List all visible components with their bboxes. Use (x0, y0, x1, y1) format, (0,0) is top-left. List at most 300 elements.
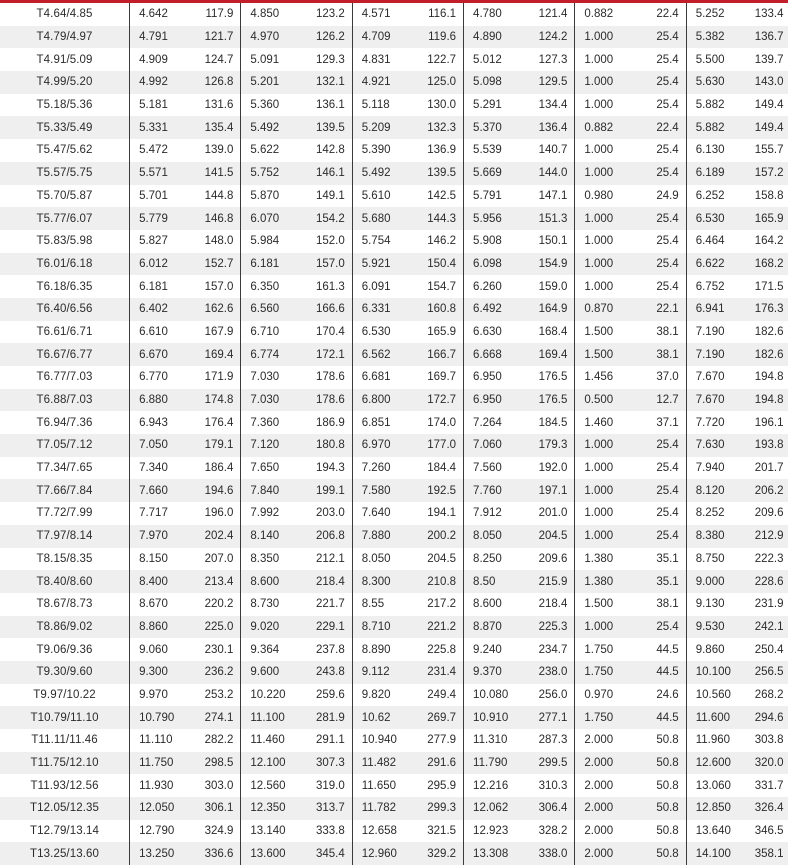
size-cell: T4.91/5.09 (0, 48, 130, 71)
col1-inch-cell: 6.880 (130, 389, 185, 412)
col2-mm-cell: 206.8 (296, 525, 353, 548)
col5-mm-cell: 25.4 (630, 616, 687, 639)
col2-inch-cell: 5.622 (241, 139, 296, 162)
table-row (0, 185, 788, 208)
col6-mm-cell: 158.8 (743, 185, 788, 208)
col1-mm-cell: 169.4 (184, 343, 241, 366)
col4-mm-cell: 176.5 (518, 389, 575, 412)
size-cell: T7.97/8.14 (0, 525, 130, 548)
col5-inch-cell: 0.500 (575, 389, 630, 412)
col4-inch-cell: 6.950 (464, 389, 519, 412)
col2-mm-cell: 199.1 (296, 479, 353, 502)
table-row (0, 548, 788, 571)
col6-inch-cell: 6.130 (686, 139, 743, 162)
col6-inch-cell: 6.752 (686, 275, 743, 298)
col6-mm-cell: 294.6 (743, 706, 788, 729)
col3-inch-cell: 12.960 (352, 842, 407, 865)
col6-mm-cell: 209.6 (743, 502, 788, 525)
col2-inch-cell: 11.100 (241, 706, 296, 729)
col1-inch-cell: 8.670 (130, 593, 185, 616)
col5-mm-cell: 25.4 (630, 525, 687, 548)
size-cell: T9.30/9.60 (0, 661, 130, 684)
col2-mm-cell: 333.8 (296, 820, 353, 843)
size-cell: T7.66/7.84 (0, 479, 130, 502)
col4-inch-cell: 5.539 (464, 139, 519, 162)
col3-mm-cell: 139.5 (407, 162, 464, 185)
col1-inch-cell: 5.571 (130, 162, 185, 185)
col6-inch-cell: 6.189 (686, 162, 743, 185)
col3-inch-cell: 4.831 (352, 48, 407, 71)
col3-mm-cell: 119.6 (407, 26, 464, 49)
col5-mm-cell: 25.4 (630, 434, 687, 457)
col6-mm-cell: 212.9 (743, 525, 788, 548)
col3-inch-cell: 5.921 (352, 253, 407, 276)
col2-inch-cell: 4.970 (241, 26, 296, 49)
col2-mm-cell: 178.6 (296, 389, 353, 412)
col3-mm-cell: 130.0 (407, 94, 464, 117)
size-cell: T8.67/8.73 (0, 593, 130, 616)
col4-inch-cell: 4.780 (464, 3, 519, 26)
col2-mm-cell: 221.7 (296, 593, 353, 616)
col2-inch-cell: 5.201 (241, 71, 296, 94)
col6-inch-cell: 8.750 (686, 548, 743, 571)
table-row (0, 797, 788, 820)
col6-mm-cell: 155.7 (743, 139, 788, 162)
col3-inch-cell: 11.782 (352, 797, 407, 820)
col6-mm-cell: 133.4 (743, 3, 788, 26)
col2-mm-cell: 307.3 (296, 752, 353, 775)
size-cell: T8.40/8.60 (0, 570, 130, 593)
col1-mm-cell: 236.2 (184, 661, 241, 684)
col4-mm-cell: 306.4 (518, 797, 575, 820)
col3-inch-cell: 7.640 (352, 502, 407, 525)
col2-mm-cell: 161.3 (296, 275, 353, 298)
col6-inch-cell: 11.960 (686, 729, 743, 752)
col6-inch-cell: 8.252 (686, 502, 743, 525)
col3-mm-cell: 160.8 (407, 298, 464, 321)
col1-mm-cell: 139.0 (184, 139, 241, 162)
size-cell: T6.61/6.71 (0, 321, 130, 344)
col4-mm-cell: 184.5 (518, 411, 575, 434)
col1-inch-cell: 6.610 (130, 321, 185, 344)
col4-mm-cell: 209.6 (518, 548, 575, 571)
col4-mm-cell: 154.9 (518, 253, 575, 276)
table-row (0, 389, 788, 412)
col2-inch-cell: 6.560 (241, 298, 296, 321)
col2-mm-cell: 194.3 (296, 457, 353, 480)
col1-mm-cell: 196.0 (184, 502, 241, 525)
col1-mm-cell: 167.9 (184, 321, 241, 344)
col2-mm-cell: 157.0 (296, 253, 353, 276)
size-cell: T6.94/7.36 (0, 411, 130, 434)
col6-inch-cell: 7.190 (686, 343, 743, 366)
col6-inch-cell: 13.060 (686, 774, 743, 797)
col6-mm-cell: 346.5 (743, 820, 788, 843)
col2-mm-cell: 212.1 (296, 548, 353, 571)
col5-inch-cell: 0.882 (575, 116, 630, 139)
col3-inch-cell: 7.880 (352, 525, 407, 548)
col2-mm-cell: 172.1 (296, 343, 353, 366)
col5-inch-cell: 1.750 (575, 638, 630, 661)
col3-inch-cell: 5.390 (352, 139, 407, 162)
table-row (0, 343, 788, 366)
table-row (0, 366, 788, 389)
col2-inch-cell: 7.120 (241, 434, 296, 457)
col5-inch-cell: 1.000 (575, 479, 630, 502)
table-row (0, 593, 788, 616)
col3-mm-cell: 231.4 (407, 661, 464, 684)
col4-inch-cell: 5.098 (464, 71, 519, 94)
table-row (0, 94, 788, 117)
col1-mm-cell: 126.8 (184, 71, 241, 94)
col3-inch-cell: 6.562 (352, 343, 407, 366)
col2-inch-cell: 12.100 (241, 752, 296, 775)
col3-mm-cell: 132.3 (407, 116, 464, 139)
size-cell: T7.05/7.12 (0, 434, 130, 457)
col3-inch-cell: 5.680 (352, 207, 407, 230)
col5-mm-cell: 22.4 (630, 116, 687, 139)
col2-inch-cell: 12.350 (241, 797, 296, 820)
col6-inch-cell: 10.560 (686, 684, 743, 707)
col2-inch-cell: 9.020 (241, 616, 296, 639)
col4-mm-cell: 121.4 (518, 3, 575, 26)
col3-mm-cell: 172.7 (407, 389, 464, 412)
col6-inch-cell: 6.530 (686, 207, 743, 230)
col4-mm-cell: 310.3 (518, 774, 575, 797)
col3-inch-cell: 6.800 (352, 389, 407, 412)
table-row (0, 48, 788, 71)
col4-mm-cell: 204.5 (518, 525, 575, 548)
col5-inch-cell: 2.000 (575, 752, 630, 775)
col2-inch-cell: 5.091 (241, 48, 296, 71)
col1-inch-cell: 7.970 (130, 525, 185, 548)
col6-inch-cell: 5.630 (686, 71, 743, 94)
table-row (0, 774, 788, 797)
col5-mm-cell: 25.4 (630, 502, 687, 525)
col4-mm-cell: 169.4 (518, 343, 575, 366)
col3-mm-cell: 277.9 (407, 729, 464, 752)
col6-mm-cell: 228.6 (743, 570, 788, 593)
col6-mm-cell: 164.2 (743, 230, 788, 253)
col4-inch-cell: 8.250 (464, 548, 519, 571)
col3-mm-cell: 217.2 (407, 593, 464, 616)
col5-mm-cell: 25.4 (630, 162, 687, 185)
col2-inch-cell: 11.460 (241, 729, 296, 752)
col1-mm-cell: 117.9 (184, 3, 241, 26)
size-cell: T8.15/8.35 (0, 548, 130, 571)
col6-mm-cell: 196.1 (743, 411, 788, 434)
col2-mm-cell: 186.9 (296, 411, 353, 434)
col6-mm-cell: 171.5 (743, 275, 788, 298)
col3-mm-cell: 210.8 (407, 570, 464, 593)
col5-inch-cell: 1.500 (575, 343, 630, 366)
size-cell: T5.83/5.98 (0, 230, 130, 253)
col1-inch-cell: 7.717 (130, 502, 185, 525)
table-row (0, 116, 788, 139)
col1-inch-cell: 8.860 (130, 616, 185, 639)
col6-mm-cell: 193.8 (743, 434, 788, 457)
col4-inch-cell: 11.790 (464, 752, 519, 775)
table-row (0, 230, 788, 253)
table-row (0, 616, 788, 639)
col3-mm-cell: 299.3 (407, 797, 464, 820)
col6-inch-cell: 5.882 (686, 116, 743, 139)
col4-inch-cell: 8.50 (464, 570, 519, 593)
col4-inch-cell: 9.240 (464, 638, 519, 661)
col5-mm-cell: 50.8 (630, 820, 687, 843)
col1-inch-cell: 9.970 (130, 684, 185, 707)
col5-mm-cell: 22.1 (630, 298, 687, 321)
col3-mm-cell: 142.5 (407, 185, 464, 208)
col4-mm-cell: 151.3 (518, 207, 575, 230)
col6-inch-cell: 7.940 (686, 457, 743, 480)
col3-mm-cell: 192.5 (407, 479, 464, 502)
col2-inch-cell: 13.140 (241, 820, 296, 843)
col2-inch-cell: 7.030 (241, 389, 296, 412)
col6-inch-cell: 10.100 (686, 661, 743, 684)
size-cell: T4.99/5.20 (0, 71, 130, 94)
col1-inch-cell: 5.779 (130, 207, 185, 230)
col1-inch-cell: 8.400 (130, 570, 185, 593)
col5-inch-cell: 0.980 (575, 185, 630, 208)
col6-mm-cell: 168.2 (743, 253, 788, 276)
col4-inch-cell: 6.950 (464, 366, 519, 389)
col4-mm-cell: 338.0 (518, 842, 575, 865)
col2-mm-cell: 136.1 (296, 94, 353, 117)
col4-mm-cell: 192.0 (518, 457, 575, 480)
col4-inch-cell: 7.560 (464, 457, 519, 480)
col3-inch-cell: 10.940 (352, 729, 407, 752)
col5-inch-cell: 1.000 (575, 434, 630, 457)
col3-inch-cell: 8.300 (352, 570, 407, 593)
col3-inch-cell: 8.55 (352, 593, 407, 616)
col4-mm-cell: 136.4 (518, 116, 575, 139)
col4-mm-cell: 197.1 (518, 479, 575, 502)
col5-inch-cell: 1.380 (575, 548, 630, 571)
col3-inch-cell: 6.331 (352, 298, 407, 321)
col4-inch-cell: 5.791 (464, 185, 519, 208)
col6-mm-cell: 194.8 (743, 366, 788, 389)
col4-inch-cell: 12.216 (464, 774, 519, 797)
col1-inch-cell: 4.791 (130, 26, 185, 49)
col1-inch-cell: 11.930 (130, 774, 185, 797)
col6-mm-cell: 331.7 (743, 774, 788, 797)
col1-mm-cell: 202.4 (184, 525, 241, 548)
col6-mm-cell: 256.5 (743, 661, 788, 684)
col3-mm-cell: 169.7 (407, 366, 464, 389)
col4-mm-cell: 234.7 (518, 638, 575, 661)
col4-mm-cell: 215.9 (518, 570, 575, 593)
col6-mm-cell: 242.1 (743, 616, 788, 639)
col6-inch-cell: 12.600 (686, 752, 743, 775)
col3-mm-cell: 136.9 (407, 139, 464, 162)
col1-mm-cell: 186.4 (184, 457, 241, 480)
col6-inch-cell: 9.000 (686, 570, 743, 593)
col2-inch-cell: 6.774 (241, 343, 296, 366)
col2-mm-cell: 142.8 (296, 139, 353, 162)
col2-inch-cell: 7.992 (241, 502, 296, 525)
col4-inch-cell: 5.370 (464, 116, 519, 139)
col1-mm-cell: 194.6 (184, 479, 241, 502)
col5-mm-cell: 50.8 (630, 752, 687, 775)
col3-inch-cell: 5.118 (352, 94, 407, 117)
size-cell: T6.40/6.56 (0, 298, 130, 321)
col4-mm-cell: 287.3 (518, 729, 575, 752)
col1-mm-cell: 207.0 (184, 548, 241, 571)
col1-inch-cell: 6.770 (130, 366, 185, 389)
col2-inch-cell: 13.600 (241, 842, 296, 865)
col2-mm-cell: 146.1 (296, 162, 353, 185)
col5-inch-cell: 1.460 (575, 411, 630, 434)
col3-inch-cell: 9.112 (352, 661, 407, 684)
col1-mm-cell: 157.0 (184, 275, 241, 298)
col5-inch-cell: 1.500 (575, 321, 630, 344)
col4-inch-cell: 7.912 (464, 502, 519, 525)
col1-inch-cell: 7.340 (130, 457, 185, 480)
size-cell: T10.79/11.10 (0, 706, 130, 729)
col5-inch-cell: 1.750 (575, 661, 630, 684)
col4-mm-cell: 134.4 (518, 94, 575, 117)
col6-mm-cell: 358.1 (743, 842, 788, 865)
col4-mm-cell: 144.0 (518, 162, 575, 185)
col3-inch-cell: 8.710 (352, 616, 407, 639)
col1-inch-cell: 11.110 (130, 729, 185, 752)
col4-inch-cell: 8.050 (464, 525, 519, 548)
col6-mm-cell: 268.2 (743, 684, 788, 707)
col3-inch-cell: 8.050 (352, 548, 407, 571)
table-row (0, 638, 788, 661)
table-row (0, 434, 788, 457)
size-cell: T4.64/4.85 (0, 3, 130, 26)
col3-inch-cell: 6.091 (352, 275, 407, 298)
col2-inch-cell: 7.650 (241, 457, 296, 480)
col3-mm-cell: 249.4 (407, 684, 464, 707)
size-cell: T9.97/10.22 (0, 684, 130, 707)
col1-mm-cell: 303.0 (184, 774, 241, 797)
col6-mm-cell: 206.2 (743, 479, 788, 502)
col1-inch-cell: 5.701 (130, 185, 185, 208)
col2-mm-cell: 170.4 (296, 321, 353, 344)
col3-inch-cell: 12.658 (352, 820, 407, 843)
col1-inch-cell: 4.642 (130, 3, 185, 26)
col2-mm-cell: 203.0 (296, 502, 353, 525)
col1-mm-cell: 306.1 (184, 797, 241, 820)
col4-inch-cell: 7.760 (464, 479, 519, 502)
col1-mm-cell: 171.9 (184, 366, 241, 389)
size-cell: T13.25/13.60 (0, 842, 130, 865)
col1-mm-cell: 230.1 (184, 638, 241, 661)
col1-mm-cell: 144.8 (184, 185, 241, 208)
col1-mm-cell: 162.6 (184, 298, 241, 321)
col4-mm-cell: 238.0 (518, 661, 575, 684)
col4-inch-cell: 10.910 (464, 706, 519, 729)
size-cell: T7.34/7.65 (0, 457, 130, 480)
col2-mm-cell: 139.5 (296, 116, 353, 139)
col1-inch-cell: 8.150 (130, 548, 185, 571)
col1-inch-cell: 6.012 (130, 253, 185, 276)
col6-mm-cell: 222.3 (743, 548, 788, 571)
table-row (0, 457, 788, 480)
col3-mm-cell: 194.1 (407, 502, 464, 525)
col1-mm-cell: 324.9 (184, 820, 241, 843)
col2-inch-cell: 5.360 (241, 94, 296, 117)
col4-mm-cell: 168.4 (518, 321, 575, 344)
col1-inch-cell: 11.750 (130, 752, 185, 775)
col1-mm-cell: 131.6 (184, 94, 241, 117)
col6-inch-cell: 11.600 (686, 706, 743, 729)
table-row (0, 729, 788, 752)
col3-inch-cell: 6.970 (352, 434, 407, 457)
table-row (0, 411, 788, 434)
col4-mm-cell: 201.0 (518, 502, 575, 525)
col3-mm-cell: 200.2 (407, 525, 464, 548)
col6-inch-cell: 6.252 (686, 185, 743, 208)
col1-mm-cell: 213.4 (184, 570, 241, 593)
col5-mm-cell: 50.8 (630, 774, 687, 797)
col2-inch-cell: 7.030 (241, 366, 296, 389)
col1-mm-cell: 220.2 (184, 593, 241, 616)
col3-inch-cell: 9.820 (352, 684, 407, 707)
col3-inch-cell: 4.571 (352, 3, 407, 26)
col5-mm-cell: 22.4 (630, 3, 687, 26)
col6-inch-cell: 13.640 (686, 820, 743, 843)
col5-inch-cell: 0.870 (575, 298, 630, 321)
col4-mm-cell: 277.1 (518, 706, 575, 729)
col2-mm-cell: 123.2 (296, 3, 353, 26)
col4-mm-cell: 328.2 (518, 820, 575, 843)
col2-inch-cell: 8.600 (241, 570, 296, 593)
col6-inch-cell: 7.670 (686, 389, 743, 412)
col5-mm-cell: 24.9 (630, 185, 687, 208)
col5-mm-cell: 25.4 (630, 139, 687, 162)
col2-mm-cell: 313.7 (296, 797, 353, 820)
col6-inch-cell: 5.382 (686, 26, 743, 49)
col2-mm-cell: 154.2 (296, 207, 353, 230)
col6-mm-cell: 194.8 (743, 389, 788, 412)
col5-mm-cell: 44.5 (630, 661, 687, 684)
col2-inch-cell: 9.600 (241, 661, 296, 684)
col3-mm-cell: 116.1 (407, 3, 464, 26)
col6-inch-cell: 12.850 (686, 797, 743, 820)
col6-inch-cell: 7.630 (686, 434, 743, 457)
col4-mm-cell: 299.5 (518, 752, 575, 775)
col4-inch-cell: 6.668 (464, 343, 519, 366)
col4-inch-cell: 6.492 (464, 298, 519, 321)
table-row (0, 502, 788, 525)
col5-inch-cell: 1.000 (575, 71, 630, 94)
col6-inch-cell: 8.380 (686, 525, 743, 548)
col2-inch-cell: 10.220 (241, 684, 296, 707)
col6-inch-cell: 9.860 (686, 638, 743, 661)
col4-inch-cell: 5.908 (464, 230, 519, 253)
size-cell: T6.67/6.77 (0, 343, 130, 366)
col1-inch-cell: 4.992 (130, 71, 185, 94)
col4-inch-cell: 12.923 (464, 820, 519, 843)
col6-mm-cell: 250.4 (743, 638, 788, 661)
col4-mm-cell: 256.0 (518, 684, 575, 707)
col5-mm-cell: 25.4 (630, 253, 687, 276)
size-cell: T11.93/12.56 (0, 774, 130, 797)
col6-inch-cell: 8.120 (686, 479, 743, 502)
col5-inch-cell: 2.000 (575, 820, 630, 843)
col5-inch-cell: 1.456 (575, 366, 630, 389)
col5-mm-cell: 38.1 (630, 343, 687, 366)
col1-inch-cell: 13.250 (130, 842, 185, 865)
col1-mm-cell: 298.5 (184, 752, 241, 775)
col1-inch-cell: 6.402 (130, 298, 185, 321)
col6-mm-cell: 231.9 (743, 593, 788, 616)
col1-mm-cell: 174.8 (184, 389, 241, 412)
